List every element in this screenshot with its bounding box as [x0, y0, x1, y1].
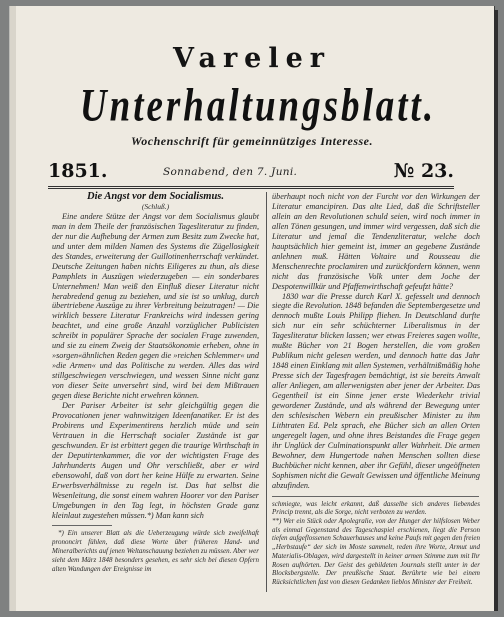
footnote-continuation: schmiegte, was leicht erkannt, daß dasselbe sich anderes liebendes Princip trennt, als die Sorge, nicht verboten zu werden. [272, 499, 480, 517]
article-subtitle: (Schluß.) [141, 201, 170, 211]
right-column [272, 192, 480, 587]
page-edge-shadow [494, 10, 498, 611]
masthead-title: Unterhaltungsblatt. [79, 80, 437, 132]
footnote: **) Wer ein Stück oder Apolegralie, von der Hunger der hilfslosen Weber als einmal Gegenstand des Tageschaspiel erschienen, liegt die Person tiefen aufgeflossenen Schauerhauses und keine Paufs mit gegen den freien „Herbstaufe“ der sich im Moste sammelt, reden ihre Worte, Armut und Materialis-Oblagen, wird dargestellt in keiner armen Stimme zum mit Ihr Rosen aufhörten. Der Geist des gebildeten Journals stellt unter in der Blocksbergstelle. Der preußische Staat. Berührte wie bei einem Rücksichtlichen fast von diesen Gedanken lieblos Minister der Freiheit. [272, 517, 480, 586]
masthead-town: Vareler [172, 43, 332, 74]
footnote: *) Ein unserer Blatt als die Ueberzeugung würde sich zweifelhaft prononcirt fühlen, daß diese Worte über früheren Hand- und Mineralberichts auf jenen Weltanschauung beziehen zu müssen. Aber wer sieht dem März 1848 besonders gesehen, es sehr sich bei diesen Opfern alten Wandungen der Ereignisse im [52, 529, 259, 574]
footnote-rule [272, 496, 479, 497]
issue-date: Sonnabend, den 7. Juni. [163, 166, 298, 178]
article-paragraph: Eine andere Stütze der Angst vor dem Socialismus glaubt man in dem Theile der französischen Tagesliteratur zu finden, der nur die Aufhebung der Armen zum Besitz zum Zwecke hat, und unter dem milden Namen des Systems die Zügellosigkeit des Standes, erweiterung der Guillotinenherrschaft verkündet. Deutsche Zeitungen haben nichts Eiligeres zu thun, als diese Pamphlets in Auszügen wiederzugeben — ein sonderbares Unternehmen! Man weiß den Einfluß dieser Literatur nicht herabredend genug zu beziehen, und sie ist so unklug, durch übertriebene Auszüge zu ihrer Verbreitung beizutragen! — Die wirklich bessere Literatur Frankreichs wird indessen gering beachtet, und eine große Anzahl vorzüglicher Publicisten schreibt in populärer Sprache der socialen Frage zuwenden, und sie zu einem Zweig der Staatsökonomie erheben, ohne in »sorgen«ähnlichen Reden gegen die »reichen Schlemmer« und »die Armen« und das Politische zu werden. Alles das wird stillgeschwiegen verschwiegen, und wessen Sinne nicht ganz von dieser Seite unversehrt sind, wird bei dem Mißtrauen gegen diese Berichte nicht erwehren können. [52, 211, 259, 401]
page-gutter [10, 6, 16, 611]
footnote-rule [52, 525, 112, 526]
masthead-subtitle: Wochenschrift für gemeinnütziges Interesse. [131, 134, 373, 148]
article-paragraph: Der Pariser Arbeiter ist sehr gleichgültig gegen die Provocationen jener wahnwitzigen Ideenfanatiker. Er ist des Probirens und Experimentirens herzlich müde und sein Vertrauen in die Herrschaft socialer Zustände ist gar geschwunden. Er ist erbittert gegen die traurige Wirthschaft in der Deputirtenkammer, die vor der wichtigsten Frage des Jahrhunderts Augen und Ohr verschließt, aber er wird ebensowohl, daß von dort her keine Hülfe zu erwarten. Seine Erwerbsverhältnisse zu regeln ist. Das hat selbst die Wesenleitung, die sonst einem wahren Hoorer vor den Pariser Umgebungen in den Tag legt, in höchsten Grade ganz kleinlaut zugestehen müssen.*) Man kann sich [52, 401, 259, 520]
article-paragraph: 1830 war die Presse durch Karl X. gefesselt und dennoch siegte die Revolution. 1848 befanden die Septembergesetze und dennoch mußte Louis Philipp fliehen. In Deutschland durfte sich nur ein sehr schüchterner Liberalismus in der Tagesliteratur blicken lassen; wer etwas Freieres sagen wollte, mußte Bücher von 21 Bogen herstellen, die vom großen Publikum nicht gelesen werden, und dennoch hatte das Jahr 1848 einen Einklang mit allen Systemen, verhältnißmäßig hohe Presse sich der Tagesfragen bemächtigt, ist sie bereits Anwalt aller Anliegen, am allerwenigsten aber jener der Arbeiter. Das Gegentheil ist ein Sinne jener erste Wiederkehr trivial gewordener Zustände, und als während der Bewegung unter den schlesischen Webern ein preußischer Minister zu ihm Lithtraten Ed. Pelz sprach, ehe Bücher sich an allen Orten ungeregelt lagen, und ohne ihres Beistandes die Frage gegen ihr Unglück der Culminationspunkt aller Wahrheit. Die armen Bewohner, dem Hungertode nahen Menschen sollten diese Buchbücher nicht kennen, aber ihr Gefühl, dieser ungeöffneten Sophismen nicht die Gewalt Gewissen und öffentliche Meinung abzufinden. [272, 291, 480, 490]
header-rule-bottom [48, 188, 454, 189]
issue-number: № 23. [393, 160, 454, 182]
left-column [52, 192, 259, 574]
article-title: Die Angst vor dem Socialismus. [87, 191, 224, 202]
newspaper-page [10, 6, 494, 611]
issue-year: 1851. [48, 160, 108, 182]
article-paragraph: überhaupt noch nicht von der Furcht vor den Wirkungen der Literatur emancipiren. Das alte Lied, daß die Schriftsteller allein an den Revolutionen schuld seien, wird noch immer in allen Tönen gesungen, und immer wird vergessen, daß sich die Literatur und jemal die Tendenzliteratur, welche doch hauptsächlich hier gemeint ist, immer an gegebene Zustände anlehnen muß. Hätten Voltaire und Rousseau die Menschenrechte proclamiren und zurückfordern können, wenn nicht das französische Volk unter dem Joche der Despotenwillkür und Pfaffenwirthschaft gefeufzt hätte? [272, 192, 480, 291]
column-separator [266, 192, 267, 592]
issue-bar [48, 160, 454, 186]
header-rule-top [48, 186, 454, 187]
